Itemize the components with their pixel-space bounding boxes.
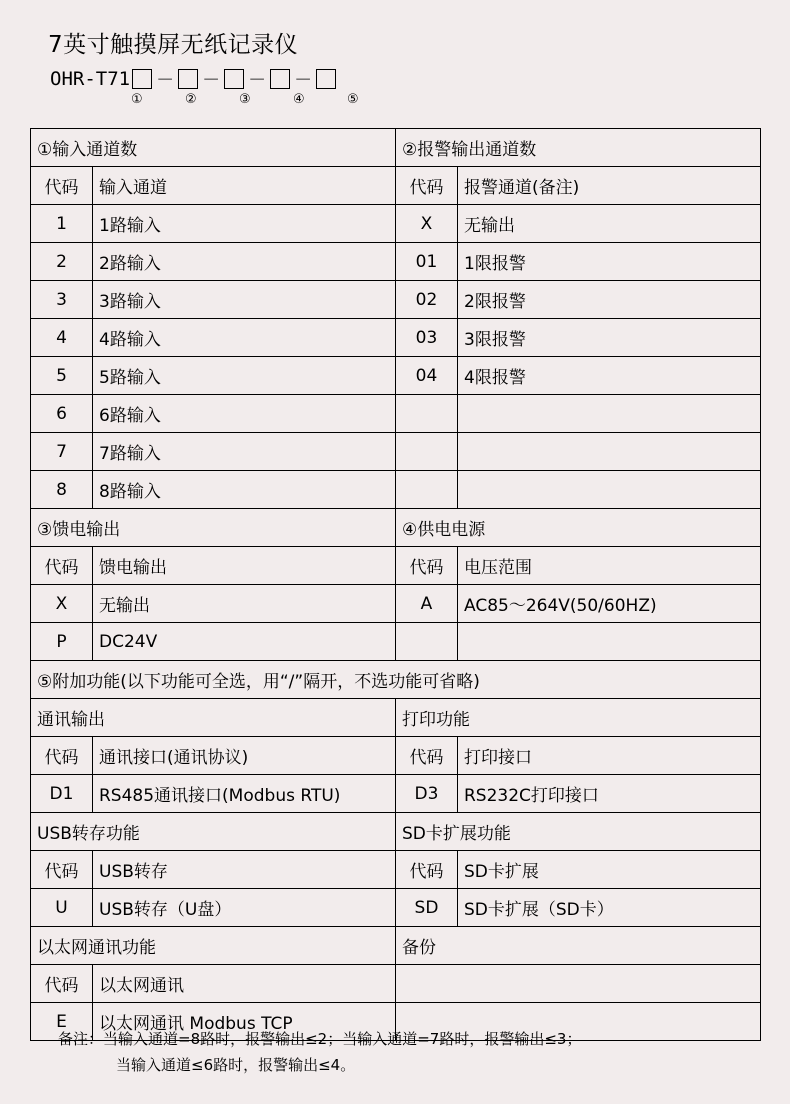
code-cell: 5	[31, 357, 93, 395]
col-header-code: 代码	[31, 965, 93, 1003]
table-row-section-headers-1-2	[31, 129, 761, 167]
table-row-column-headers-g1	[31, 737, 761, 775]
code-cell-empty	[396, 623, 458, 661]
desc-cell: AC85～264V(50/60HZ)	[458, 585, 761, 623]
group-title-backup: 备份	[396, 927, 761, 965]
desc-cell-empty	[458, 623, 761, 661]
col-header-desc: 通讯接口(通讯协议)	[93, 737, 396, 775]
code-cell: X	[31, 585, 93, 623]
desc-cell: RS485通讯接口(Modbus RTU)	[93, 775, 396, 813]
table-row	[31, 395, 761, 433]
table-row-section-header-5	[31, 661, 761, 699]
desc-cell: 1限报警	[458, 243, 761, 281]
model-box-label-2: ②	[185, 92, 197, 107]
section-header-alarm-outputs: ②报警输出通道数	[396, 129, 761, 167]
code-cell: P	[31, 623, 93, 661]
table-row-section-headers-3-4	[31, 509, 761, 547]
model-dash-1: －	[156, 70, 175, 91]
table-row	[31, 357, 761, 395]
col-header-code: 代码	[31, 737, 93, 775]
table-row	[31, 243, 761, 281]
col-header-code: 代码	[396, 851, 458, 889]
code-cell: D3	[396, 775, 458, 813]
desc-cell: 2限报警	[458, 281, 761, 319]
group-title-ethernet: 以太网通讯功能	[31, 927, 396, 965]
group-title-usb-transfer: USB转存功能	[31, 813, 396, 851]
col-header-code-s3: 代码	[31, 547, 93, 585]
desc-cell: DC24V	[93, 623, 396, 661]
footnote	[58, 1026, 581, 1078]
model-box-label-4: ④	[293, 92, 305, 107]
desc-cell: 3限报警	[458, 319, 761, 357]
table-row	[31, 775, 761, 813]
model-box-label-1: ①	[131, 92, 143, 107]
col-header-desc-s2: 报警通道(备注)	[458, 167, 761, 205]
code-cell: 6	[31, 395, 93, 433]
table-row-group-titles-1	[31, 699, 761, 737]
code-cell-empty	[396, 395, 458, 433]
desc-cell: 3路输入	[93, 281, 396, 319]
table-row-column-headers-1-2	[31, 167, 761, 205]
col-header-desc: 以太网通讯	[93, 965, 396, 1003]
desc-cell: 5路输入	[93, 357, 396, 395]
footnote-line-1: 备注：当输入通道=8路时，报警输出≤2；当输入通道=7路时，报警输出≤3；	[58, 1030, 582, 1048]
model-dash-3: －	[248, 70, 267, 91]
model-box-label-5: ⑤	[347, 92, 359, 107]
code-cell: 2	[31, 243, 93, 281]
desc-cell: 1路输入	[93, 205, 396, 243]
table-row	[31, 889, 761, 927]
table-row-column-headers-g2	[31, 851, 761, 889]
model-box-label-3: ③	[239, 92, 251, 107]
page-title: 7英寸触摸屏无纸记录仪	[48, 32, 299, 58]
col-header-desc-s3: 馈电输出	[93, 547, 396, 585]
section-header-feed-output: ③馈电输出	[31, 509, 396, 547]
table-row	[31, 205, 761, 243]
desc-cell: 6路输入	[93, 395, 396, 433]
desc-cell-empty	[458, 395, 761, 433]
code-cell: 4	[31, 319, 93, 357]
code-cell: 02	[396, 281, 458, 319]
desc-cell: 无输出	[93, 585, 396, 623]
code-cell: 03	[396, 319, 458, 357]
table-row	[31, 281, 761, 319]
model-box-3[interactable]	[224, 69, 244, 89]
code-cell: 01	[396, 243, 458, 281]
desc-cell: 8路输入	[93, 471, 396, 509]
model-box-2[interactable]	[178, 69, 198, 89]
code-cell: U	[31, 889, 93, 927]
code-cell-empty	[396, 433, 458, 471]
col-header-code: 代码	[396, 737, 458, 775]
desc-cell: 7路输入	[93, 433, 396, 471]
table-row	[31, 433, 761, 471]
desc-cell-empty	[458, 471, 761, 509]
code-cell: 8	[31, 471, 93, 509]
code-cell: X	[396, 205, 458, 243]
code-cell: 04	[396, 357, 458, 395]
desc-cell: USB转存（U盘）	[93, 889, 396, 927]
table-row-group-titles-3	[31, 927, 761, 965]
section-header-additional-functions: ⑤附加功能(以下功能可全选，用“/”隔开，不选功能可省略)	[31, 661, 761, 699]
col-header-desc-s4: 电压范围	[458, 547, 761, 585]
desc-cell: 4限报警	[458, 357, 761, 395]
model-box-5[interactable]	[316, 69, 336, 89]
table-row	[31, 585, 761, 623]
code-cell: A	[396, 585, 458, 623]
col-header-desc: SD卡扩展	[458, 851, 761, 889]
group-title-sd-expansion: SD卡扩展功能	[396, 813, 761, 851]
group-title-comm-output: 通讯输出	[31, 699, 396, 737]
desc-cell-empty	[458, 433, 761, 471]
table-row-group-titles-2	[31, 813, 761, 851]
col-header-code-s2: 代码	[396, 167, 458, 205]
desc-cell: SD卡扩展（SD卡）	[458, 889, 761, 927]
desc-cell: RS232C打印接口	[458, 775, 761, 813]
col-header-code: 代码	[31, 851, 93, 889]
model-dash-4: －	[294, 70, 313, 91]
model-box-1[interactable]	[132, 69, 152, 89]
code-cell: SD	[396, 889, 458, 927]
code-cell: 3	[31, 281, 93, 319]
spec-table	[30, 128, 761, 1041]
table-row	[31, 319, 761, 357]
section-header-input-channels: ①输入通道数	[31, 129, 396, 167]
desc-cell: 4路输入	[93, 319, 396, 357]
footnote-line-2: 当输入通道≤6路时，报警输出≤4。	[116, 1056, 356, 1074]
table-row	[31, 623, 761, 661]
model-box-4[interactable]	[270, 69, 290, 89]
model-code-line	[50, 66, 336, 92]
code-cell: 1	[31, 205, 93, 243]
col-header-code-s1: 代码	[31, 167, 93, 205]
desc-cell: 2路输入	[93, 243, 396, 281]
group-title-print-function: 打印功能	[396, 699, 761, 737]
code-cell: D1	[31, 775, 93, 813]
table-row-column-headers-g3	[31, 965, 761, 1003]
model-prefix: OHR-T71	[50, 68, 131, 90]
desc-cell: 无输出	[458, 205, 761, 243]
model-dash-2: －	[202, 70, 221, 91]
code-cell-empty	[396, 471, 458, 509]
code-cell: 7	[31, 433, 93, 471]
col-header-desc: USB转存	[93, 851, 396, 889]
desc-cell: 以太网通讯 Modbus TCP	[93, 1003, 396, 1041]
col-header-desc: 打印接口	[458, 737, 761, 775]
code-cell: E	[31, 1003, 93, 1041]
table-row-column-headers-3-4	[31, 547, 761, 585]
section-header-power-supply: ④供电电源	[396, 509, 761, 547]
table-row	[31, 471, 761, 509]
col-header-desc-s1: 输入通道	[93, 167, 396, 205]
col-header-code-s4: 代码	[396, 547, 458, 585]
col-header-empty	[396, 965, 761, 1003]
